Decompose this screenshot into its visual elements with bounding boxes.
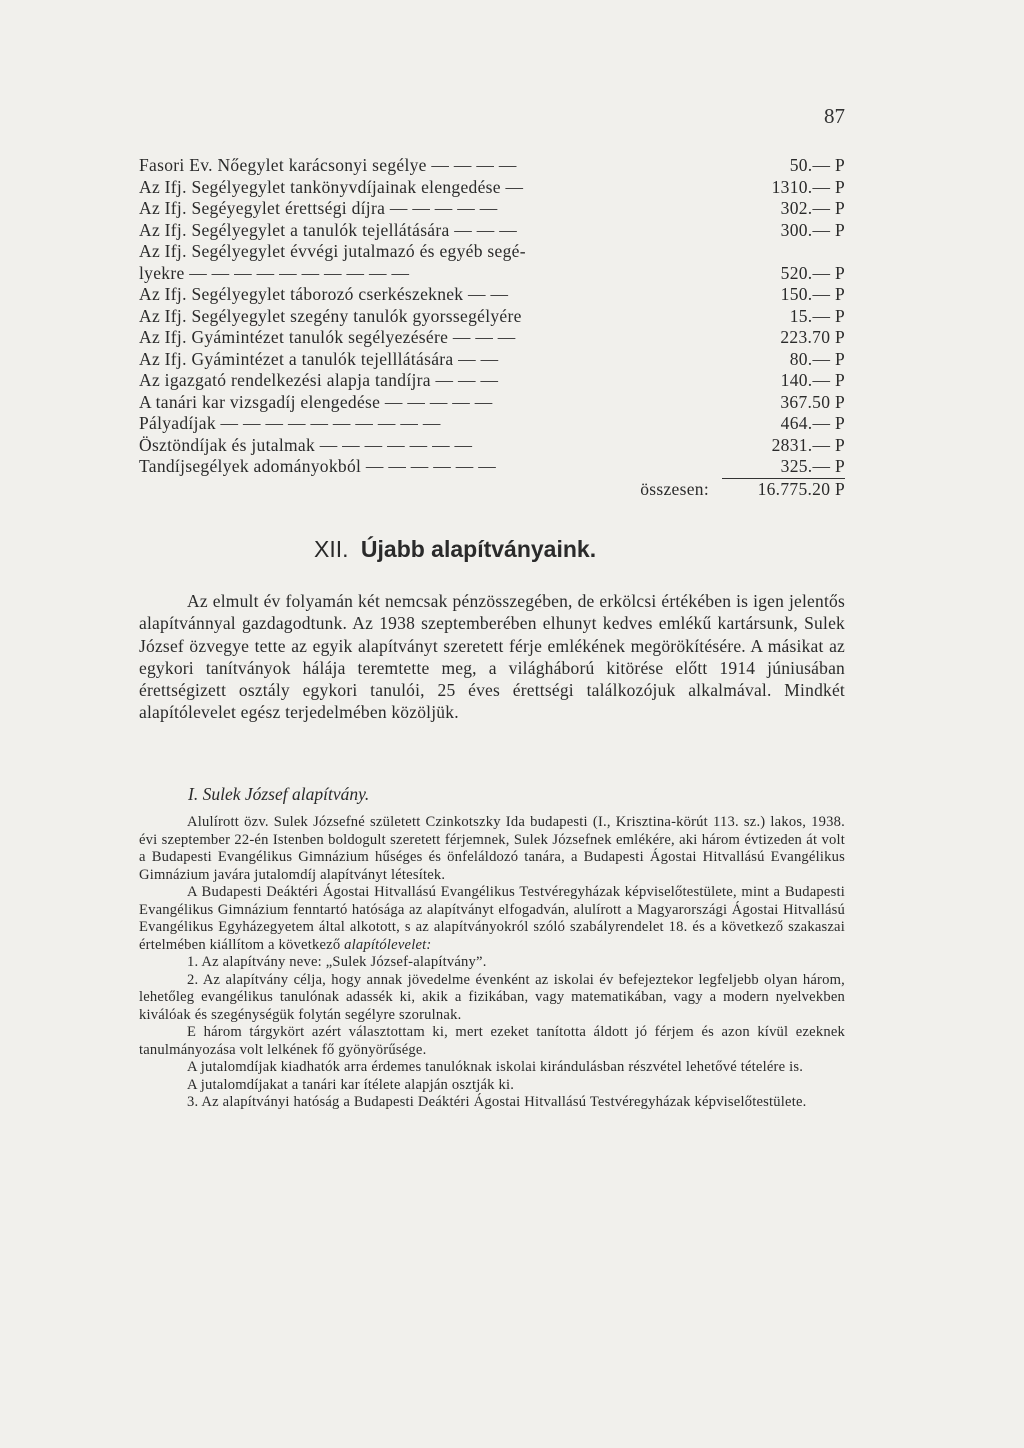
- ledger-row: [139, 155, 845, 177]
- deed-paragraph: 1. Az alapítvány neve: „Sulek József-alapítvány”.: [187, 954, 487, 970]
- section-number: XII.: [314, 536, 349, 562]
- ledger-amount: 367.50 P: [780, 391, 845, 412]
- deed-paragraph: A jutalomdíjak kiadhatók arra érdemes tanulóknak iskolai kirándulásban részvétel lehetővé tételére is.: [187, 1059, 804, 1075]
- deed-paragraph: 3. Az alapítványi hatóság a Budapesti Deáktéri Ágostai Hitvallású Testvéregyházak képviselőtestülete.: [187, 1094, 807, 1110]
- ledger-amount: 1310.— P: [771, 176, 845, 197]
- ledger-description: Az Ifj. Segélyegylet a tanulók tejellátására — — —: [139, 219, 517, 240]
- deed-paragraph: 2. Az alapítvány célja, hogy annak jövedelme évenként az iskolai év befejeztekor legfeljebb olyan három, lehetőleg evangélikus tanulónak adassék ki, akik a fizikában, vagy matematikában, vagy a modern nyelvekben kiválóak és szegénységük folytán segélyre szorulnak.: [139, 971, 845, 1023]
- section-heading: [314, 536, 674, 563]
- ledger-row: [139, 220, 845, 242]
- ledger-amount: 302.— P: [780, 198, 845, 218]
- ledger-description: Az igazgató rendelkezési alapja tandíjra — — —: [139, 370, 499, 390]
- ledger-amount: 300.— P: [780, 219, 845, 240]
- ledger-description: A tanári kar vizsgadíj elengedése — — — — —: [139, 391, 493, 412]
- ledger-description: Az Ifj. Gyámintézet tanulók segélyezésére — — —: [139, 327, 516, 347]
- ledger-description: Az Ifj. Segélyegylet tankönyvdíjainak elengedése —: [139, 176, 524, 197]
- ledger-amount: 464.— P: [780, 413, 845, 433]
- ledger-description: Az Ifj. Segélyegylet szegény tanulók gyorssegélyére: [139, 305, 522, 326]
- ledger-amount: 2831.— P: [771, 434, 845, 455]
- ledger-amount: 80.— P: [789, 348, 845, 369]
- subsection-title: I. Sulek József alapítvány.: [188, 784, 370, 804]
- ledger-row: [139, 177, 845, 199]
- donation-ledger: [139, 155, 845, 500]
- page-number: 87: [824, 104, 845, 128]
- ledger-amount: 223.70 P: [780, 327, 845, 347]
- ledger-description: Ösztöndíjak és jutalmak — — — — — — —: [139, 434, 473, 455]
- ledger-description: Az Ifj. Segélyegylet táborozó cserkészeknek — —: [139, 284, 509, 304]
- ledger-row: [139, 241, 845, 263]
- deed-paragraph: A jutalomdíjakat a tanári kar ítélete alapján osztják ki.: [187, 1076, 515, 1093]
- ledger-description: Az Ifj. Gyámintézet a tanulók tejelllátására — —: [139, 348, 499, 369]
- ledger-row: [139, 392, 845, 414]
- ledger-row: [139, 327, 845, 349]
- ledger-description: Tandíjsegélyek adományokból — — — — — —: [139, 456, 497, 476]
- ledger-amount: 140.— P: [780, 370, 845, 390]
- ledger-row: [139, 284, 845, 306]
- section-title: Újabb alapítványaink.: [360, 536, 597, 562]
- ledger-row: [139, 349, 845, 371]
- ledger-row: [139, 306, 845, 328]
- ledger-amount: 325.— P: [780, 456, 845, 476]
- total-amount: 16.775.20 P: [757, 478, 845, 499]
- total-label: összesen:: [640, 478, 709, 499]
- ledger-row: [139, 370, 845, 392]
- deed-paragraph: E három tárgykört azért választottam ki, mert ezeket tanította áldott jó férjem és azon kívül ezeknek tanulmányozása volt lelkének fő gyönyörűsége.: [139, 1024, 845, 1058]
- ledger-description: Fasori Ev. Nőegylet karácsonyi segélye — — — —: [139, 155, 517, 175]
- ledger-row: [139, 198, 845, 220]
- ledger-row: [139, 263, 845, 285]
- deed-text: A Budapesti Deáktéri Ágostai Hitvallású Evangélikus Testvéregyházak képviselőtestülete, mint a Budapesti Evangélikus Gimnázium fenntartó hatósága az alapítványt elfogadván, alulírott a Magyarországi Ágostai Hitvallású Evangélikus Egyházegyetem által alkotott, s az alapítványokról szóló szabályrendelet 18. és a következő szakaszai értelmében kiállítom a következő: [139, 884, 845, 953]
- ledger-description: Az Ifj. Segéyegylet érettségi díjra — — — — —: [139, 198, 498, 218]
- ledger-amount: 150.— P: [780, 284, 845, 304]
- foundation-deed: [139, 814, 845, 1112]
- intro-paragraph: Az elmult év folyamán két nemcsak pénzösszegében, de erkölcsi értékében is igen jelentős alapítvánnyal gazdagodtunk. Az 1938 szeptemberében elhunyt kedves emlékű kartársunk, Sulek József özvegye tette az egyik alapítványt szeretett férje emlékének megörökítésére. A másikat az egykori tanítványok hálája teremtette meg, a világháború kitörése előtt 1914 júniusában érettségizett osztály egykori tanulói, 25 éves érettségi találkozójuk alkalmával. Mindkét alapítólevelet egész terjedelmében közöljük.: [139, 591, 845, 723]
- ledger-description: Az Ifj. Segélyegylet évvégi jutalmazó és egyéb segé-: [139, 241, 526, 261]
- ledger-amount: 520.— P: [780, 262, 845, 283]
- ledger-row: [139, 413, 845, 435]
- ledger-row: [139, 435, 845, 457]
- deed-emphasis: alapítólevelet:: [344, 936, 432, 953]
- ledger-description: lyekre — — — — — — — — — —: [139, 262, 410, 283]
- ledger-amount: 50.— P: [789, 155, 845, 175]
- ledger-row: [139, 456, 845, 478]
- ledger-description: Pályadíjak — — — — — — — — — —: [139, 413, 441, 433]
- deed-paragraph: [139, 884, 845, 954]
- deed-paragraph: Alulírott özv. Sulek Józsefné született Czinkotszky Ida budapesti (I., Krisztina-körút 113. sz.) lakos, 1938. évi szeptember 22-én Istenben boldogult szeretett férjemnek, Sulek Józsefnek emlékére, aki három évtizeden át volt a Budapesti Evangélikus Gimnázium hűséges és önfeláldozó tanára, a Budapesti Ágostai Hitvallású Evangélikus Gimnázium javára jutalomdíj alapítványt létesítek.: [139, 814, 845, 883]
- ledger-total-row: [139, 479, 845, 501]
- ledger-amount: 15.— P: [789, 305, 845, 326]
